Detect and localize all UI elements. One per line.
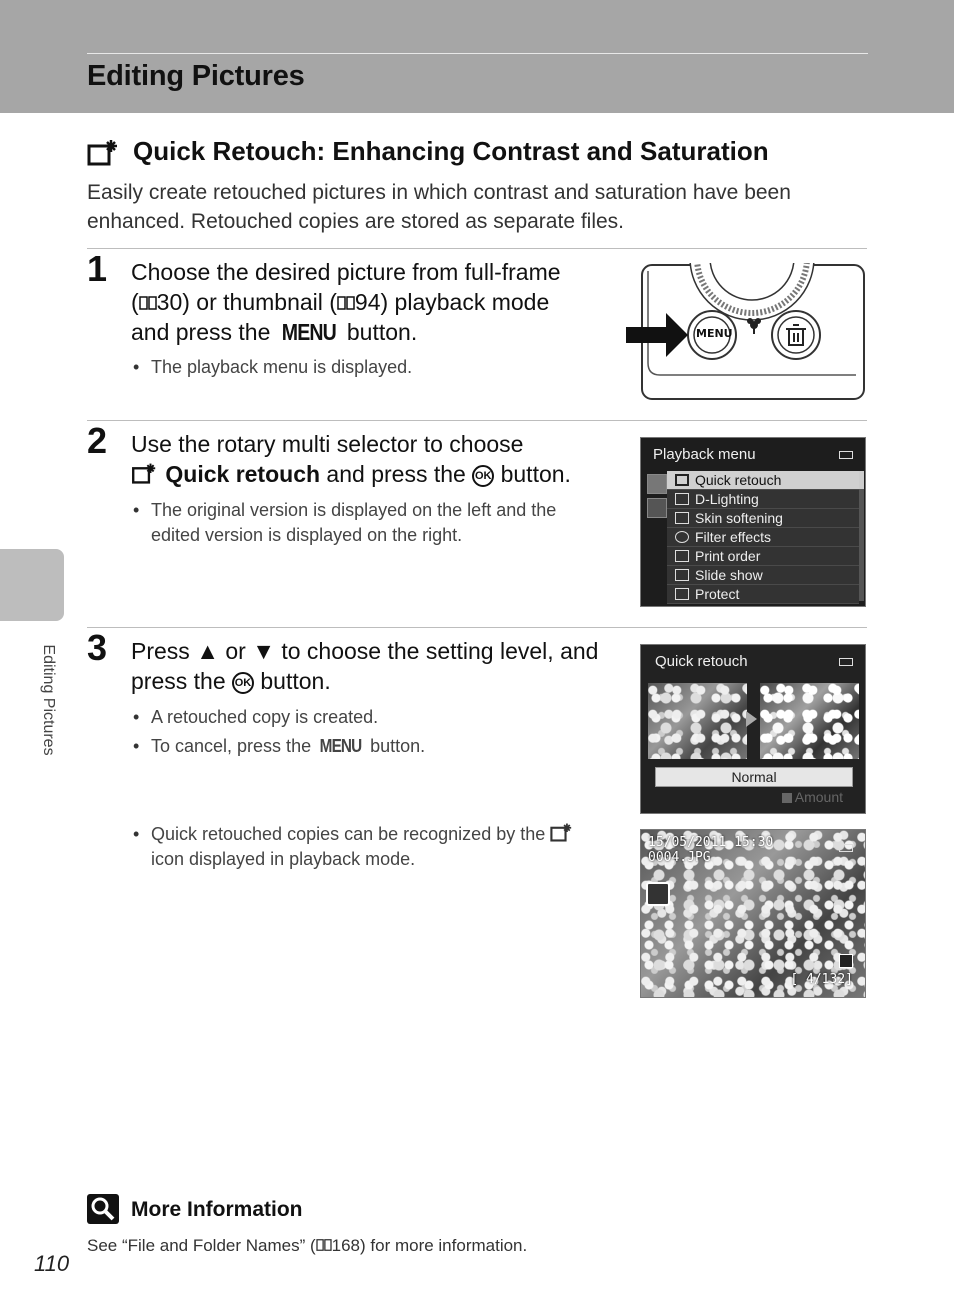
step-number: 1 bbox=[87, 248, 108, 289]
menu-item-quick-retouch[interactable]: Quick retouch bbox=[667, 471, 859, 490]
section-title-text: Quick Retouch: Enhancing Contrast and Saturation bbox=[133, 136, 769, 166]
quick-retouch-screen bbox=[640, 644, 866, 814]
menu-item-protect[interactable]: Protect bbox=[667, 585, 859, 604]
retouched-photo bbox=[760, 683, 859, 759]
battery-icon bbox=[839, 658, 853, 666]
book-reference-icon bbox=[139, 295, 157, 311]
menu-button-glyph: MENU bbox=[281, 319, 336, 345]
menu-item-slide-show[interactable]: Slide show bbox=[667, 566, 859, 585]
list-item: • To cancel, press the MENU button. bbox=[131, 734, 601, 759]
print-order-icon bbox=[675, 550, 689, 562]
arrow-right-icon bbox=[746, 711, 757, 727]
playback-screen bbox=[640, 829, 866, 998]
step-3-bullets bbox=[131, 705, 601, 763]
list-item: • A retouched copy is created. bbox=[131, 705, 601, 730]
original-photo bbox=[648, 683, 747, 759]
updown-icon bbox=[782, 793, 792, 803]
chapter-title: Editing Pictures bbox=[87, 60, 305, 92]
book-reference-icon bbox=[316, 1238, 332, 1252]
quick-retouch-icon bbox=[646, 882, 670, 906]
date-time-stamp: 15/05/2011 15:30 bbox=[648, 835, 774, 850]
skin-softening-icon bbox=[675, 512, 689, 524]
divider bbox=[87, 248, 867, 249]
magnifier-note-icon bbox=[87, 1194, 119, 1224]
amount-hint: Amount bbox=[782, 789, 843, 805]
step-2-instruction bbox=[131, 429, 621, 489]
up-arrow-icon: ▲ bbox=[196, 638, 219, 664]
step-number: 3 bbox=[87, 627, 108, 668]
section-title bbox=[87, 136, 769, 167]
step-1-bullets bbox=[131, 355, 601, 384]
step-2-bullets bbox=[131, 498, 601, 552]
page-number: 110 bbox=[34, 1251, 70, 1276]
divider bbox=[87, 627, 867, 628]
menu-button-glyph: MENU bbox=[319, 736, 362, 756]
battery-icon bbox=[839, 844, 853, 852]
menu-item-skin-softening[interactable]: Skin softening bbox=[667, 509, 859, 528]
quick-retouch-icon bbox=[675, 474, 689, 486]
step-3-note bbox=[131, 822, 601, 876]
step-2-line-1: Use the rotary multi selector to choose bbox=[131, 431, 524, 457]
list-item: • The playback menu is displayed. bbox=[131, 355, 601, 380]
image-size-icon bbox=[839, 954, 853, 968]
camera-back-illustration bbox=[626, 263, 868, 403]
chapter-side-tab bbox=[0, 549, 64, 621]
menu-button[interactable]: MENU bbox=[696, 327, 733, 340]
more-information-title: More Information bbox=[131, 1198, 303, 1221]
menu-list bbox=[667, 471, 859, 604]
step-number: 2 bbox=[87, 420, 108, 461]
quick-retouch-icon bbox=[87, 138, 121, 166]
step-2-line-2: Quick retouch and press the OK button. bbox=[131, 459, 621, 489]
menu-item-d-lighting[interactable]: D-Lighting bbox=[667, 490, 859, 509]
menu-item-print-order[interactable]: Print order bbox=[667, 547, 859, 566]
chapter-header-band bbox=[0, 0, 954, 113]
battery-icon bbox=[839, 451, 853, 459]
list-item: • The original version is displayed on the left and the edited version is displayed on the right. bbox=[131, 498, 601, 548]
setup-mode-tab-icon bbox=[647, 498, 667, 518]
down-arrow-icon: ▼ bbox=[252, 638, 275, 664]
step-3-line-2: press the OK button. bbox=[131, 668, 331, 694]
menu-item-filter-effects[interactable]: Filter effects bbox=[667, 528, 859, 547]
protect-key-icon bbox=[675, 588, 689, 600]
d-lighting-icon bbox=[675, 493, 689, 505]
more-information-text: See “File and Folder Names” ( 168) for more information. bbox=[87, 1236, 528, 1255]
quick-retouch-icon bbox=[131, 462, 159, 484]
setting-level[interactable]: Normal bbox=[655, 767, 853, 787]
book-reference-icon bbox=[337, 295, 355, 311]
frame-counter: [ 4/132] bbox=[790, 972, 853, 987]
divider bbox=[87, 420, 867, 421]
side-chapter-label: Editing Pictures bbox=[40, 644, 57, 756]
ok-button-glyph: OK bbox=[472, 465, 494, 487]
intro-paragraph: Easily create retouched pictures in which contrast and saturation have been enhanced. Retouched copies are stored as separate files. bbox=[87, 181, 791, 233]
step-1-line-3: and press the MENU button. bbox=[131, 319, 418, 345]
slide-show-icon bbox=[675, 569, 689, 581]
step-1-line-1: Choose the desired picture from full-frame bbox=[131, 259, 561, 285]
screen-title: Playback menu bbox=[653, 446, 756, 463]
list-item: • Quick retouched copies can be recognized by the icon displayed in playback mode. bbox=[131, 822, 601, 872]
filter-effects-icon bbox=[675, 531, 689, 543]
header-rule bbox=[87, 53, 868, 54]
scroll-thumb[interactable] bbox=[859, 471, 864, 489]
playback-menu-screen bbox=[640, 437, 866, 607]
step-3-line-1: Press ▲ or ▼ to choose the setting level, and bbox=[131, 638, 599, 664]
quick-retouch-icon bbox=[550, 822, 574, 842]
ok-button-glyph: OK bbox=[232, 672, 254, 694]
file-name: 0004.JPG bbox=[648, 850, 711, 865]
step-3-instruction bbox=[131, 636, 621, 696]
screen-title: Quick retouch bbox=[655, 653, 748, 670]
step-1-instruction bbox=[131, 257, 621, 347]
playback-mode-tab-icon bbox=[647, 474, 667, 494]
step-1-line-2: ( 30) or thumbnail ( 94) playback mode bbox=[131, 289, 550, 315]
scrollbar[interactable] bbox=[859, 471, 864, 601]
